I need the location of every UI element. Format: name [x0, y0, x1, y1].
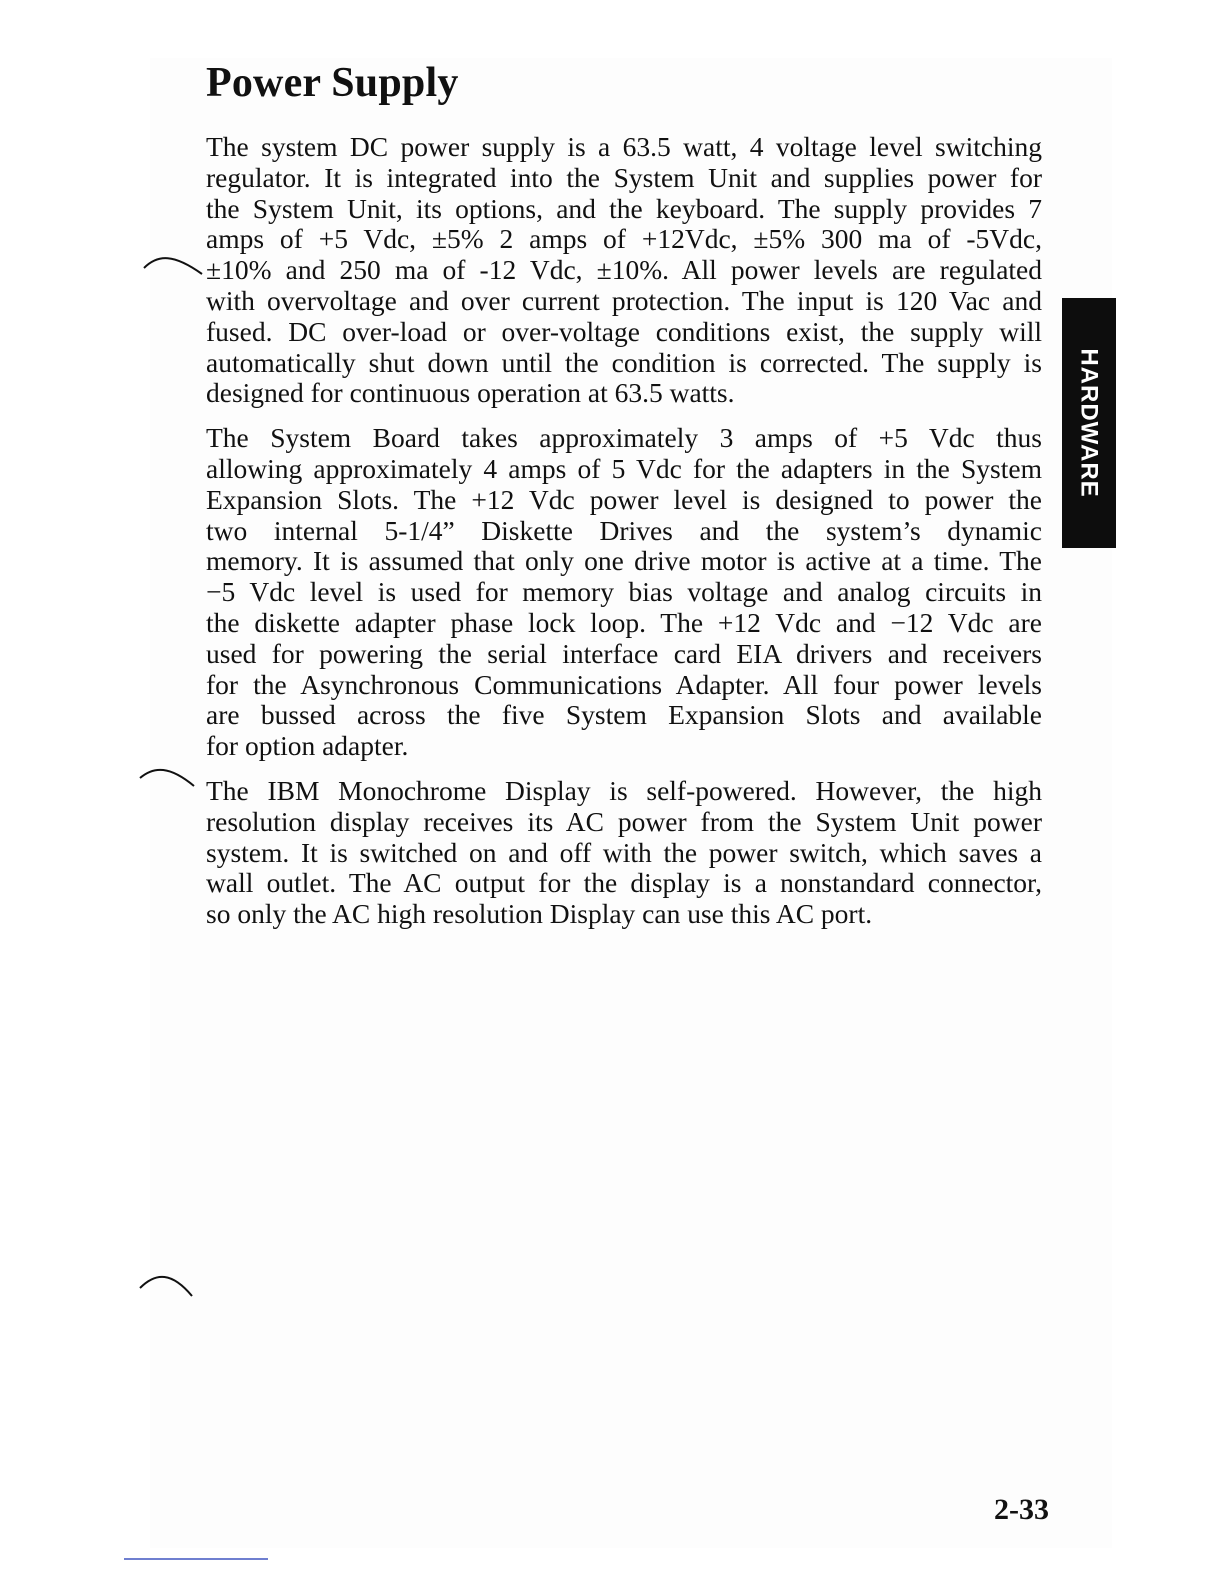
- text-line: ±10% and 250 ma of -12 Vdc, ±10%. All power levels are regulated: [206, 254, 1042, 286]
- text-line: resolution display receives its AC power from the System Unit power: [206, 805, 1042, 837]
- text-line: memory. It is assumed that only one drive motor is active at a time. The: [206, 545, 1042, 577]
- text-line: the System Unit, its options, and the keyboard. The supply provides 7: [206, 192, 1042, 224]
- text-line: regulator. It is integrated into the System Unit and supplies power for: [206, 161, 1042, 193]
- section-tab-hardware: [1062, 298, 1116, 548]
- text-line: two internal 5-1/4” Diskette Drives and the system’s dynamic: [206, 514, 1042, 546]
- text-line: designed for continuous operation at 63.5 watts.: [206, 377, 735, 409]
- text-line: The System Board takes approximately 3 amps of +5 Vdc thus: [206, 422, 1042, 454]
- scan-edge-line: [124, 1558, 268, 1560]
- text-line: system. It is switched on and off with the power switch, which saves a: [206, 836, 1042, 868]
- text-line: The IBM Monochrome Display is self-powered. However, the high: [206, 774, 1042, 806]
- text-line: the diskette adapter phase lock loop. The +12 Vdc and −12 Vdc are: [206, 606, 1042, 638]
- text-line: automatically shut down until the condition is corrected. The supply is: [206, 346, 1042, 378]
- text-line: Expansion Slots. The +12 Vdc power level is designed to power the: [206, 483, 1042, 515]
- text-line: allowing approximately 4 amps of 5 Vdc for the adapters in the System: [206, 452, 1042, 484]
- section-tab-label: HARDWARE: [1076, 348, 1104, 498]
- text-line: −5 Vdc level is used for memory bias voltage and analog circuits in: [206, 576, 1042, 608]
- text-line: used for powering the serial interface card EIA drivers and receivers: [206, 637, 1042, 669]
- binder-hole-mark-2: [136, 752, 206, 792]
- text-line: with overvoltage and over current protection. The input is 120 Vac and: [206, 284, 1042, 316]
- paragraph-monochrome-display-power: [206, 776, 1042, 930]
- page-number: 2-33: [994, 1493, 1049, 1526]
- binder-hole-mark-1: [140, 238, 210, 278]
- page-title: Power Supply: [206, 60, 459, 106]
- text-line: for option adapter.: [206, 730, 409, 762]
- text-line: for the Asynchronous Communications Adapter. All four power levels: [206, 668, 1042, 700]
- document-body: [206, 56, 1042, 944]
- text-line: The system DC power supply is a 63.5 watt, 4 voltage level switching: [206, 131, 1042, 162]
- text-line: fused. DC over-load or over-voltage conditions exist, the supply will: [206, 315, 1042, 347]
- paragraph-power-supply-overview: [206, 132, 1042, 409]
- text-line: are bussed across the five System Expansion Slots and available: [206, 699, 1042, 731]
- text-line: amps of +5 Vdc, ±5% 2 amps of +12Vdc, ±5% 300 ma of -5Vdc,: [206, 223, 1042, 255]
- text-line: wall outlet. The AC output for the display is a nonstandard connector,: [206, 867, 1042, 899]
- text-line: so only the AC high resolution Display can use this AC port.: [206, 898, 873, 930]
- paragraph-system-board-power: [206, 423, 1042, 762]
- binder-hole-mark-3: [136, 1262, 206, 1302]
